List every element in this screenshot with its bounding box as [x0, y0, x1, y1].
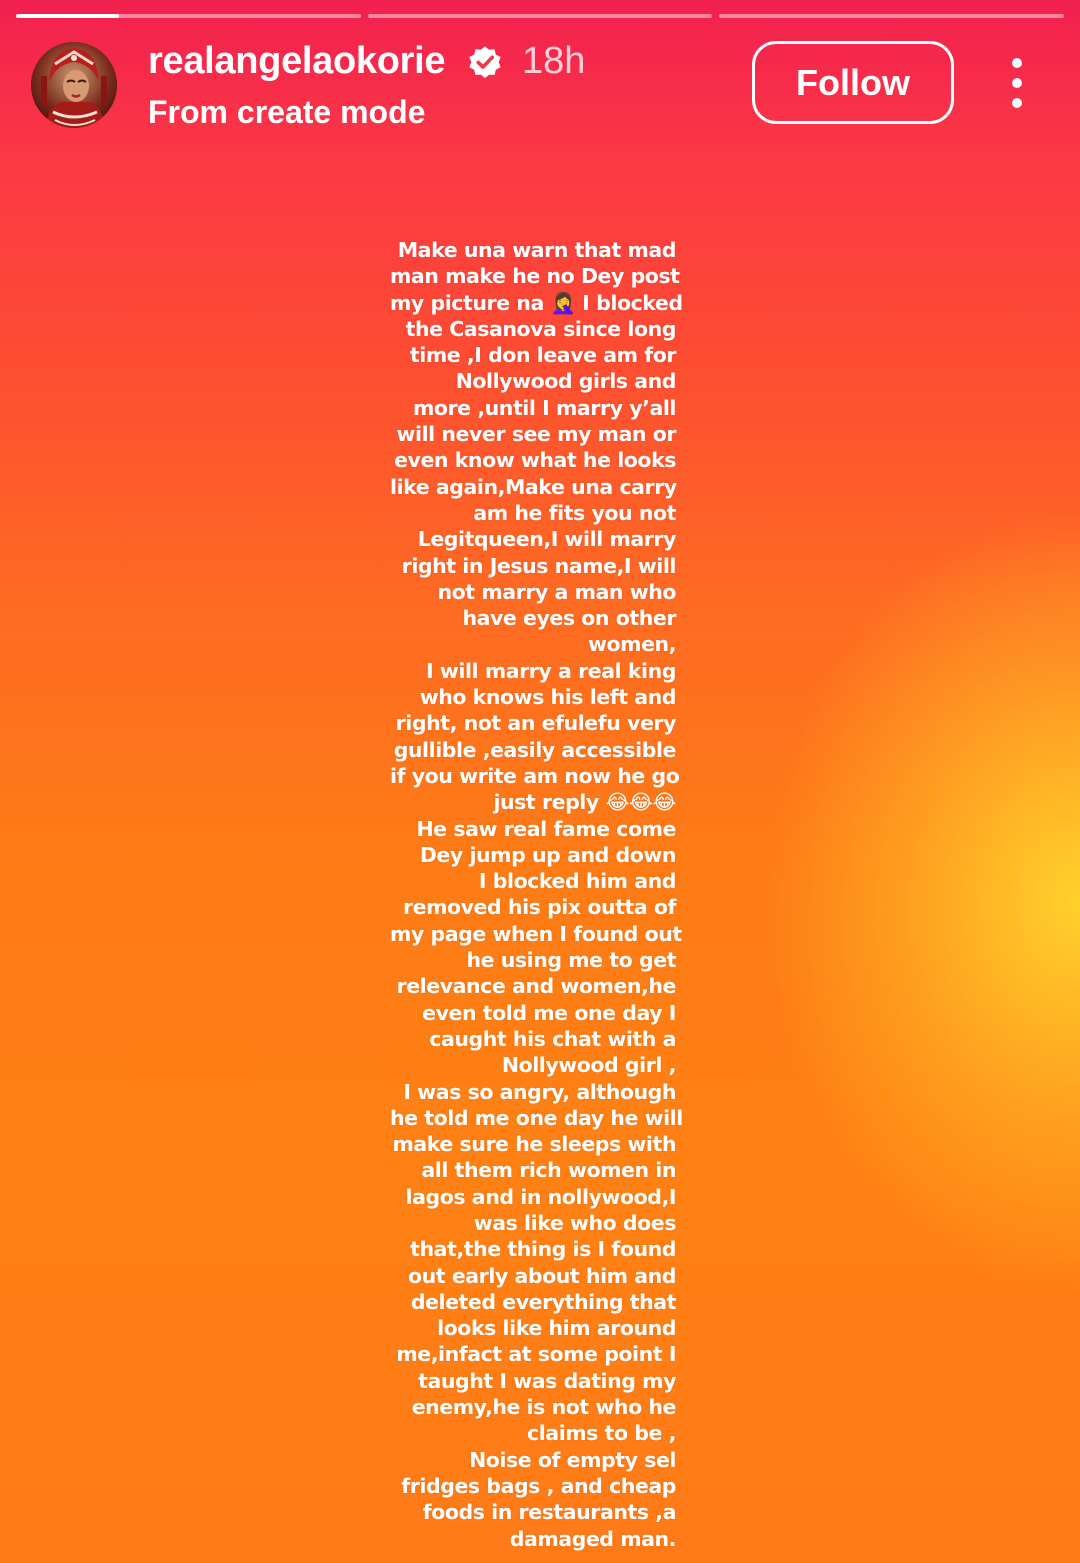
username[interactable]: realangelaokorie	[148, 40, 446, 82]
story-text-line: removed his pix outta of	[402, 895, 676, 920]
story-text-line: that,the thing is I found	[410, 1237, 676, 1262]
story-text-line: claims to be ,	[527, 1421, 676, 1446]
story-text-line: Nollywood girl ,	[501, 1053, 676, 1078]
progress-segment-3	[719, 14, 1064, 18]
story-text-line: caught his chat with a	[429, 1026, 676, 1051]
story-text-line: if you write am now he go	[390, 763, 680, 788]
story-text-line: even know what he looks	[394, 448, 676, 473]
verified-badge-icon	[467, 44, 503, 80]
story-text-line: like again,Make una carry	[390, 474, 677, 499]
story-text-line: more ,until I marry y’all	[412, 395, 676, 420]
more-options-icon[interactable]	[1001, 58, 1033, 108]
story-text-line: am he fits you not	[473, 500, 676, 525]
story-text-line: even told me one day I	[422, 1000, 676, 1025]
progress-fill-1	[16, 14, 119, 18]
story-text-line: enemy,he is not who he	[411, 1395, 676, 1420]
story-text-line: gullible ,easily accessible	[393, 737, 676, 762]
story-subtitle: From create mode	[148, 94, 426, 130]
progress-segment-1	[16, 14, 361, 18]
story-text-line: damaged man.	[509, 1526, 676, 1551]
avatar[interactable]	[31, 42, 117, 128]
story-progress-bar	[16, 14, 1064, 18]
progress-segment-2	[368, 14, 713, 18]
story-text-line: all them rich women in	[421, 1158, 676, 1183]
story-text-line: Make una warn that mad	[397, 238, 676, 262]
story-text-line: foods in restaurants ,a	[422, 1500, 676, 1525]
story-text-line: I will marry a real king	[426, 658, 676, 683]
story-text-line: taught I was dating my	[418, 1368, 676, 1393]
story-text-line: time ,I don leave am for	[409, 343, 676, 368]
story-text-line: He saw real fame come	[416, 816, 676, 841]
story-text-line: make sure he sleeps with	[392, 1132, 676, 1157]
story-text-line: he told me one day he will	[390, 1105, 683, 1130]
story-text-line: will never see my man or	[396, 422, 676, 447]
story-text-line: looks like him around	[437, 1316, 676, 1341]
story-text-block	[390, 237, 683, 1552]
story-text-line: the Casanova since long	[405, 316, 676, 341]
story-text-line: women,	[588, 632, 676, 657]
story-text-line: my picture na 🤦‍♀️ I blocked	[390, 290, 683, 315]
story-text-line: I blocked him and	[478, 869, 676, 894]
story-text-line: my page when I found out	[390, 921, 682, 946]
story-text-line: Legitqueen,I will marry	[417, 527, 676, 552]
more-dot	[1012, 98, 1022, 108]
story-text-line: out early about him and	[408, 1263, 676, 1288]
story-text-line: have eyes on other	[462, 606, 676, 631]
story-text-line: he using me to get	[466, 948, 676, 973]
story-text-line: Dey jump up and down	[419, 842, 676, 867]
story-text-line: I was so angry, although	[403, 1079, 676, 1104]
story-text-line: who knows his left and	[419, 685, 676, 710]
story-text-line: lagos and in nollywood,I	[405, 1184, 676, 1209]
story-text-line: was like who does	[473, 1210, 676, 1235]
story-text-line: fridges bags , and cheap	[401, 1473, 676, 1498]
story-text-line: relevance and women,he	[396, 974, 676, 999]
more-dot	[1012, 78, 1022, 88]
avatar-image	[31, 42, 117, 128]
story-text-line: Noise of empty sel	[469, 1447, 676, 1472]
story-text-line: man make he no Dey post	[390, 264, 680, 289]
story-text-line: Nollywood girls and	[455, 369, 676, 394]
story-text-line: just reply 😂😂😂	[493, 790, 676, 815]
more-dot	[1012, 58, 1022, 68]
story-text-line: not marry a man who	[437, 579, 676, 604]
story-text-line: me,infact at some point I	[396, 1342, 676, 1367]
story-text-line: right, not an efulefu very	[395, 711, 676, 736]
post-timestamp: 18h	[522, 40, 586, 82]
follow-button[interactable]: Follow	[752, 41, 954, 124]
story-text-line: deleted everything that	[410, 1289, 676, 1314]
story-text-line: right in Jesus name,I will	[401, 553, 676, 578]
